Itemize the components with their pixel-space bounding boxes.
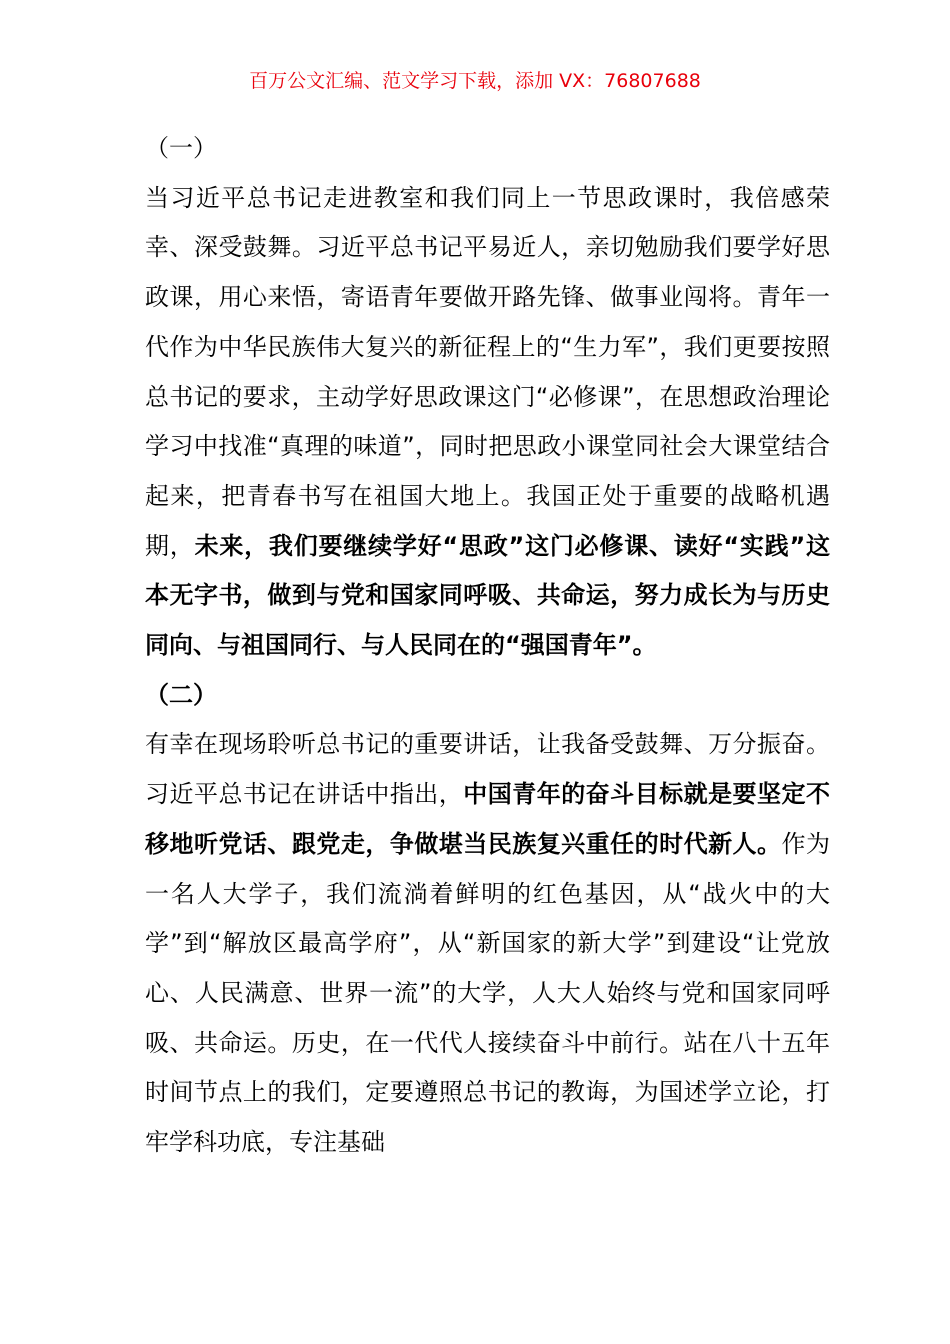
- section-1-text: 当习近平总书记走进教室和我们同上一节思政课时，我倍感荣幸、深受鼓舞。习近平总书记平易近人，亲切勉励我们要学好思政课，用心来悟，寄语青年要做开路先锋、做事业闯将。青年一代作为中华民族伟大复兴的新征程上的“生力军”，我们更要按照总书记的要求，主动学好思政课这门“必修课”，在思想政治理论学习中找准“真理的味道”，同时把思政小课堂同社会大课堂结合起来，把青春书写在祖国大地上。我国正处于重要的战略机遇期，: [145, 183, 830, 560]
- section-2-heading: （二）: [145, 680, 217, 709]
- section-1-paragraph: [145, 174, 830, 671]
- document-body: [145, 124, 830, 1168]
- section-2-bold-text: 中国青年的奋斗目标就是要坚定不移地听党话、跟党走，争做堪当民族复兴重任的时代新人。: [145, 780, 831, 858]
- section-2-text-before: 有幸在现场聆听总书记的重要讲话，让我备受鼓舞、万分振奋。习近平总书记在讲话中指出，: [145, 730, 830, 809]
- section-1-bold-text: 未来，我们要继续学好“思政”这门必修课、读好“实践”这本无字书，做到与党和国家同呼吸、共命运，努力成长为与历史同向、与祖国同行、与人民同在的“强国青年”。: [145, 531, 831, 660]
- section-2-paragraph: [145, 720, 830, 1167]
- watermark-header: 百万公文汇编、范文学习下载，添加 VX：76807688: [249, 70, 701, 92]
- section-1-heading: （一）: [145, 134, 217, 162]
- section-2-text-after: 作为一名人大学子，我们流淌着鲜明的红色基因，从“战火中的大学”到“解放区最高学府”，从“新国家的新大学”到建设“让党放心、人民满意、世界一流”的大学，人大人始终与党和国家同呼吸、共命运。历史，在一代代人接续奋斗中前行。站在八十五年时间节点上的我们，定要遵照总书记的教诲，为国述学立论，打牢学科功底，专注基础: [145, 829, 831, 1157]
